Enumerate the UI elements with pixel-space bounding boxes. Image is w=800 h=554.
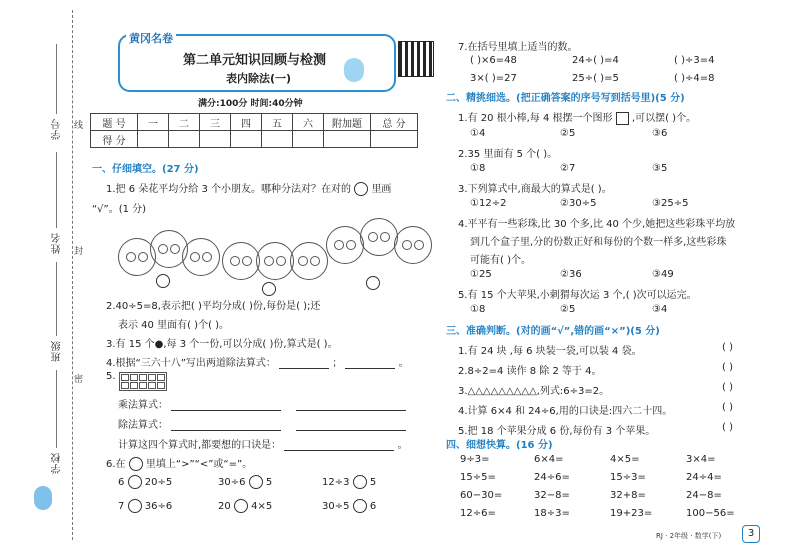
q3-text: 3.有 15 个●,每 3 个一份,可以分成( )份,算式是( )。 [106, 339, 338, 350]
footer-edition: RJ · 2年级 · 数学(下) [656, 532, 722, 540]
compare-right: 5 [265, 477, 273, 488]
flower-icon [138, 252, 148, 262]
flower-icon [276, 256, 286, 266]
flower-icon [310, 256, 320, 266]
answer-circle[interactable] [354, 182, 368, 196]
option[interactable]: ①8 [470, 163, 486, 174]
compare-item [118, 499, 172, 513]
q6-text-a: 6.在 [106, 459, 126, 470]
judge-answer[interactable]: ( ) [722, 362, 733, 373]
flower-icon [230, 256, 240, 266]
score-header: 六 [293, 114, 324, 131]
option[interactable]: ①12÷2 [470, 198, 507, 209]
judge-item: 4.计算 6×4 和 24÷6,用的口诀是:四六二十四。 [458, 406, 673, 417]
s2-q1 [458, 109, 696, 125]
q5-rhyme-label: 计算这四个算式时,都要想的口诀是： [118, 440, 282, 451]
q5-div-label: 除法算式： [118, 420, 168, 431]
compare-item [218, 475, 272, 489]
calc-item[interactable]: 4×5= [610, 454, 640, 465]
calc-item[interactable]: 32−8= [534, 490, 570, 501]
answer-circle[interactable] [156, 274, 170, 288]
ten-frame-grid [119, 372, 167, 391]
plate [256, 242, 294, 280]
score-cell[interactable] [262, 131, 293, 148]
period: 。 [398, 358, 409, 369]
calc-item[interactable]: 15÷3= [610, 472, 646, 483]
cut-mark: 线 [74, 121, 84, 131]
fill-blank[interactable]: 24÷( )=4 [572, 55, 619, 66]
q1-text [106, 180, 391, 196]
q1-text-b: 里画 [371, 184, 392, 195]
option[interactable]: ③49 [652, 269, 674, 280]
compare-right: 36÷6 [144, 501, 173, 512]
q6-text [106, 455, 252, 471]
q4-text [106, 354, 409, 369]
name-line [56, 152, 57, 228]
s2-q1-b: ,可以摆( )个。 [631, 113, 697, 124]
exam-meta: 满分:100分 时间:40分钟 [198, 99, 303, 109]
s2-q1-a: 1.有 20 根小棒,每 4 根摆一个图形 [458, 113, 613, 124]
calc-item[interactable]: 100−56= [686, 508, 735, 519]
s2-q4-c: 可能有( )个。 [470, 255, 531, 266]
flower-icon [334, 240, 344, 250]
flower-icon [158, 244, 168, 254]
answer-line[interactable] [296, 410, 406, 411]
plate [360, 218, 398, 256]
section1-title: 一、仔细填空。(27 分) [92, 164, 199, 175]
square-icon [616, 112, 629, 125]
calc-item[interactable]: 9÷3= [460, 454, 490, 465]
answer-line[interactable] [296, 430, 406, 431]
flower-icon [264, 256, 274, 266]
compare-circle[interactable] [234, 499, 248, 513]
score-cell[interactable] [324, 131, 371, 148]
q1-text-c: “√”。(1 分) [92, 204, 147, 215]
rabbit-mascot-icon [344, 58, 364, 82]
margin-school: 学校 [52, 452, 63, 474]
compare-left: 12÷3 [322, 477, 350, 488]
brand-logo: 黄冈名卷 [126, 30, 176, 46]
option[interactable]: ①8 [470, 304, 486, 315]
score-header: 五 [262, 114, 293, 131]
margin-student-no: 学号 [52, 118, 63, 140]
compare-right: 5 [369, 477, 377, 488]
section2-title: 二、精挑细选。(把正确答案的序号写到括号里)(5 分) [446, 93, 685, 104]
name-line [56, 262, 57, 336]
score-table [90, 113, 418, 148]
compare-circle[interactable] [249, 475, 263, 489]
compare-right: 20÷5 [144, 477, 173, 488]
fill-blank[interactable]: ( )×6=48 [470, 55, 517, 66]
option[interactable]: ②36 [560, 269, 582, 280]
plate [326, 226, 364, 264]
compare-right: 4×5 [251, 501, 273, 512]
compare-left: 30÷5 [322, 501, 350, 512]
option[interactable]: ③4 [652, 304, 668, 315]
margin-class: 班级 [52, 340, 63, 362]
flower-icon [402, 240, 412, 250]
compare-right: 6 [369, 501, 377, 512]
judge-item: 1.有 24 块 ,每 6 块装一袋,可以装 4 袋。 [458, 346, 642, 357]
separator: ； [332, 358, 343, 369]
s2-q5: 5.有 15 个大苹果,小刺猬每次运 3 个,( )次可以运完。 [458, 290, 697, 301]
section3-title: 三、准确判断。(对的画“√”,错的画“×”)(5 分) [446, 326, 660, 337]
flower-icon [346, 240, 356, 250]
compare-item [218, 499, 272, 513]
period: 。 [397, 440, 408, 451]
option[interactable]: ③6 [652, 128, 668, 139]
page-subtitle: 表内除法(一) [226, 72, 292, 85]
score-header: 三 [200, 114, 231, 131]
plate [222, 242, 260, 280]
q2-text-b: 表示 40 里面有( )个( )。 [118, 320, 230, 331]
compare-circle[interactable] [353, 475, 367, 489]
calc-item[interactable]: 6×4= [534, 454, 564, 465]
calc-item[interactable]: 3×4= [686, 454, 716, 465]
q5-rhyme [118, 436, 408, 451]
option[interactable]: ②5 [560, 128, 576, 139]
flower-icon [368, 232, 378, 242]
compare-item [118, 475, 172, 489]
calc-item[interactable]: 18÷3= [534, 508, 570, 519]
q5-mul [118, 396, 406, 411]
compare-left: 7 [118, 501, 125, 512]
score-cell[interactable] [169, 131, 200, 148]
fill-blank[interactable]: ( )÷4=8 [674, 73, 715, 84]
judge-answer[interactable]: ( ) [722, 402, 733, 413]
s2-q3: 3.下列算式中,商最大的算式是( )。 [458, 184, 612, 195]
plate [394, 226, 432, 264]
calc-item[interactable]: 60−30= [460, 490, 503, 501]
page-title: 第二单元知识回顾与检测 [183, 53, 327, 68]
q5-mul-label: 乘法算式： [118, 400, 168, 411]
q2-text-a: 2.40÷5=8,表示把( )平均分成( )份,每份是( );还 [106, 301, 321, 312]
page-number: 3 [742, 525, 760, 543]
flower-icon [202, 252, 212, 262]
answer-line[interactable] [279, 368, 329, 369]
judge-item: 3.△△△△△△△△△,列式:6÷3=2。 [458, 386, 610, 397]
plate [182, 238, 220, 276]
score-cell[interactable] [200, 131, 231, 148]
calc-item[interactable]: 12÷6= [460, 508, 496, 519]
answer-line[interactable] [284, 450, 394, 451]
mascot-icon [34, 486, 52, 510]
option[interactable]: ②5 [560, 304, 576, 315]
section4-title: 四、细想快算。(16 分) [446, 440, 553, 451]
compare-item [322, 475, 376, 489]
qr-code-icon [398, 41, 434, 77]
s2-q4-a: 4.平平有一些彩珠,比 30 个多,比 40 个少,她把这些彩珠平均放 [458, 219, 736, 230]
calc-item[interactable]: 24÷6= [534, 472, 570, 483]
calc-item[interactable]: 32+8= [610, 490, 646, 501]
name-line [56, 44, 57, 114]
answer-circle[interactable] [366, 276, 380, 290]
cut-mark: 封 [74, 247, 84, 257]
judge-item: 2.8÷2=4 读作 8 除 2 等于 4。 [458, 366, 602, 377]
score-header: 题 号 [91, 114, 138, 131]
answer-circle[interactable] [262, 282, 276, 296]
score-header: 附加题 [324, 114, 371, 131]
answer-line[interactable] [171, 430, 281, 431]
option[interactable]: ③25÷5 [652, 198, 689, 209]
compare-circle[interactable] [128, 499, 142, 513]
score-header: 一 [138, 114, 169, 131]
compare-left: 6 [118, 477, 125, 488]
fill-blank[interactable]: 3×( )=27 [470, 73, 517, 84]
flower-icon [190, 252, 200, 262]
fill-blank[interactable]: ( )÷3=4 [674, 55, 715, 66]
s2-q4-b: 到几个盒子里,分的份数正好和每份的个数一样多,这些彩珠 [470, 237, 727, 248]
margin-name: 姓名 [52, 232, 63, 254]
flower-icon [380, 232, 390, 242]
cut-line [72, 10, 73, 540]
judge-answer[interactable]: ( ) [722, 422, 733, 433]
score-row-label: 得 分 [91, 131, 138, 148]
judge-answer[interactable]: ( ) [722, 342, 733, 353]
flower-icon [126, 252, 136, 262]
option[interactable]: ①25 [470, 269, 492, 280]
option[interactable]: ③5 [652, 163, 668, 174]
option[interactable]: ②30÷5 [560, 198, 597, 209]
flower-icon [298, 256, 308, 266]
score-header: 四 [231, 114, 262, 131]
calc-item[interactable]: 15÷5= [460, 472, 496, 483]
compare-left: 20 [218, 501, 231, 512]
answer-line[interactable] [171, 410, 281, 411]
score-header: 二 [169, 114, 200, 131]
compare-circle-sample [129, 457, 143, 471]
cut-mark: 密 [74, 375, 84, 385]
q7-text: 7.在括号里填上适当的数。 [458, 42, 578, 53]
q5-div [118, 416, 406, 431]
score-cell[interactable] [231, 131, 262, 148]
calc-item[interactable]: 19+23= [610, 508, 653, 519]
q6-text-b: 里填上“>”“<”或“=”。 [145, 459, 253, 470]
name-line [56, 370, 57, 448]
fill-blank[interactable]: 25÷( )=5 [572, 73, 619, 84]
calc-item[interactable]: 24÷4= [686, 472, 722, 483]
compare-circle[interactable] [353, 499, 367, 513]
judge-answer[interactable]: ( ) [722, 382, 733, 393]
score-cell[interactable] [371, 131, 418, 148]
compare-left: 30÷6 [218, 477, 246, 488]
compare-circle[interactable] [128, 475, 142, 489]
score-cell[interactable] [138, 131, 169, 148]
flower-icon [170, 244, 180, 254]
flower-icon [242, 256, 252, 266]
compare-item [322, 499, 376, 513]
option[interactable]: ①4 [470, 128, 486, 139]
score-header: 总 分 [371, 114, 418, 131]
option[interactable]: ②7 [560, 163, 576, 174]
s2-q2: 2.35 里面有 5 个( )。 [458, 149, 558, 160]
answer-line[interactable] [345, 368, 395, 369]
flower-icon [414, 240, 424, 250]
judge-item: 5.把 18 个苹果分成 6 份,每份有 3 个苹果。 [458, 426, 656, 437]
q5-number: 5. [106, 371, 116, 382]
q4-text-label: 4.根据“三六十八”写出两道除法算式： [106, 358, 276, 369]
plate [290, 242, 328, 280]
q1-text-a: 1.把 6 朵花平均分给 3 个小朋友。哪种分法对？在对的 [106, 184, 351, 195]
score-cell[interactable] [293, 131, 324, 148]
calc-item[interactable]: 24−8= [686, 490, 722, 501]
